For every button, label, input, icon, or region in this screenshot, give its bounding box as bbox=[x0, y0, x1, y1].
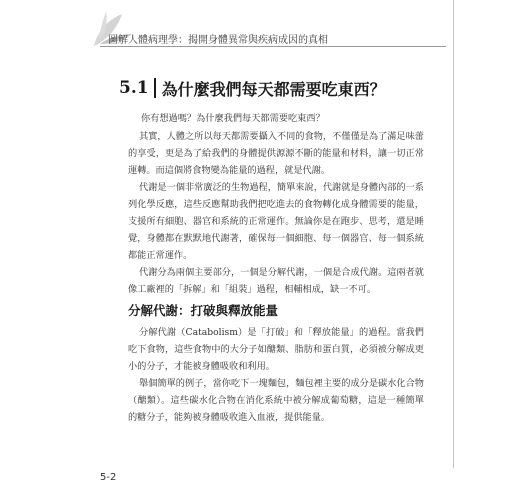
section-number: 5.1 bbox=[119, 78, 149, 98]
body-paragraph-1 bbox=[128, 324, 424, 375]
header-divider bbox=[100, 46, 446, 47]
section-title: 為什麼我們每天都需要吃東西？ bbox=[161, 79, 386, 99]
page-number: 5-2 bbox=[100, 472, 117, 483]
body-paragraph-2 bbox=[128, 375, 424, 426]
intro-paragraph-3 bbox=[128, 264, 424, 298]
intro-paragraph-1 bbox=[128, 128, 424, 179]
paragraph-text: 代謝是一個非常廣泛的生物過程，簡單來說，代謝就是身體內部的一系列化學反應，這些反應幫助我們把吃進去的食物轉化成身體需要的能量，支援所有細胞、器官和系統的正常運作。無論你是在跑步、思考，還是睡覺，身體都在默默地代謝著，確保每一個細胞、每一個器官、每一個系統都能正常運作。 bbox=[128, 182, 424, 261]
paragraph-text: 分解代謝（Catabolism）是「打破」和「釋放能量」的過程。當我們吃下食物，這些食物中的大分子如醣類、脂肪和蛋白質，必須被分解成更小的分子，才能被身體吸收和利用。 bbox=[128, 327, 424, 372]
section-heading bbox=[119, 76, 386, 100]
subsection-title: 分解代謝：打破與釋放能量 bbox=[128, 303, 279, 318]
paragraph-text: 其實，人體之所以每天都需要攝入不同的食物，不僅僅是為了滿足味蕾的享受，更是為了給我們的身體提供源源不斷的能量和材料，讓一切正常運轉。而這個將食物變為能量的過程，就是代謝。 bbox=[128, 131, 424, 176]
section-heading-bar bbox=[154, 78, 156, 98]
lead-question: 你有想過嗎？為什麼我們每天都需要吃東西？ bbox=[141, 113, 325, 124]
running-header-title: 圖解人體病理學：揭開身體異常與疾病成因的真相 bbox=[108, 35, 328, 46]
paragraph-text: 舉個簡單的例子，當你吃下一塊麵包，麵包裡主要的成分是碳水化合物（醣類）。這些碳水化合物在消化系統中被分解成葡萄糖，這是一種簡單的糖分子，能夠被身體吸收進入血液，提供能量。 bbox=[128, 378, 424, 423]
margin-divider bbox=[453, 0, 454, 468]
paragraph-text: 代謝分為兩個主要部分，一個是分解代謝，一個是合成代謝。這兩者就像工廠裡的「拆解」和「組裝」過程，相輔相成，缺一不可。 bbox=[128, 267, 424, 295]
intro-paragraph-2 bbox=[128, 179, 424, 264]
